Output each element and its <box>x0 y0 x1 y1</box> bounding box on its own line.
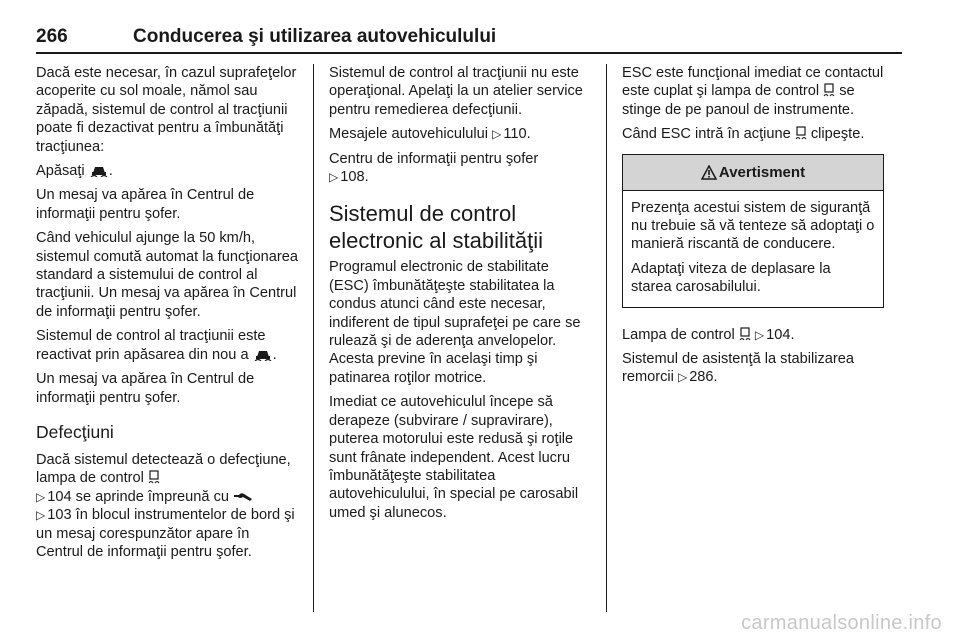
paragraph: Sistemul de control al tracţiunii nu este operaţional. Apelaţi la un atelier service pentru remedierea defecţiunii. <box>329 65 583 118</box>
page-reference: 108. <box>340 169 369 186</box>
esc-lamp-icon <box>739 327 751 341</box>
page-reference: 104. <box>766 326 795 343</box>
paragraph-text: . <box>108 163 113 180</box>
paragraph <box>36 162 298 180</box>
warning-box <box>622 154 884 308</box>
page-ref-arrow-icon: ▷ <box>492 127 502 142</box>
esc-lamp-icon <box>795 126 807 140</box>
paragraph: Dacă este necesar, în cazul suprafeţelor acoperite cu sol moale, nămol sau zăpadă, sistemul de control al tracţiunii poate fi dezactivat pentru a îmbunătăţi tracţiunea: <box>36 65 297 155</box>
paragraph-text: Când ESC intră în acţiune <box>622 126 791 143</box>
column-2 <box>329 64 591 528</box>
section-heading: Sistemul de control electronic al stabilităţii <box>329 201 543 254</box>
paragraph-text: ESC este funcţional imediat ce contactul este cuplat şi lampa de control <box>622 65 884 100</box>
paragraph-text: Lampa de control <box>622 326 735 343</box>
warning-triangle-icon <box>701 165 717 180</box>
paragraph: Un mesaj va apărea în Centrul de informaţii pentru şofer. <box>36 187 255 222</box>
paragraph-text: Sistemul de control al tracţiunii este reactivat prin apăsarea din nou a <box>36 328 266 363</box>
paragraph <box>622 326 884 344</box>
paragraph <box>36 327 298 364</box>
paragraph <box>329 125 591 143</box>
paragraph: Prezenţa acestui sistem de siguranţă nu trebuie să vă tenteze să adoptaţi o manieră riscantă de conducere. <box>631 199 875 253</box>
column-1 <box>36 64 298 567</box>
page-ref-arrow-icon: ▷ <box>754 327 765 342</box>
column-divider <box>313 64 314 612</box>
paragraph: Adaptaţi viteza de deplasare la starea carosabilului. <box>631 260 831 296</box>
page-reference: 103 <box>47 507 72 524</box>
paragraph-text: . <box>272 346 277 363</box>
paragraph-text: Centru de informaţii pentru şofer <box>329 150 539 167</box>
paragraph-text: în blocul instrumentelor de bord şi un mesaj corespunzător apare în Centrul de informaţii pentru şofer. <box>36 507 295 560</box>
section-heading: Defecţiuni <box>36 421 114 442</box>
traction-off-icon <box>253 347 273 361</box>
chapter-title: Conducerea şi utilizarea autovehiculului <box>133 26 497 47</box>
wrench-icon <box>233 491 253 503</box>
watermark: carmanualsonline.info <box>741 612 942 634</box>
header-rule <box>36 52 902 54</box>
page-ref-arrow-icon: ▷ <box>677 370 688 385</box>
page-reference: 286. <box>689 369 718 386</box>
page-ref-arrow-icon: ▷ <box>36 489 46 504</box>
paragraph: Un mesaj va apărea în Centrul de informaţii pentru şofer. <box>36 371 255 406</box>
paragraph: Când vehiculul ajunge la 50 km/h, sistemul comută automat la funcţionarea standard a sistemului de control al tracţiunii. Un mesaj va apărea în Centrul de informaţii pentru şofer. <box>36 230 299 320</box>
paragraph-text: Apăsaţi <box>36 163 85 180</box>
esc-lamp-icon <box>823 83 835 97</box>
paragraph <box>622 350 884 387</box>
paragraph-text: se stinge de pe panoul de instrumente. <box>622 83 855 118</box>
page-ref-arrow-icon: ▷ <box>329 170 339 185</box>
esc-lamp-icon <box>148 470 160 484</box>
warning-title: Avertisment <box>718 163 806 181</box>
traction-off-icon <box>89 163 109 177</box>
paragraph-text: Dacă sistemul detectează o defecţiune, lampa de control <box>36 451 291 487</box>
paragraph-text: Sistemul de asistenţă la stabilizarea remorcii <box>622 351 854 386</box>
paragraph-text: Mesajele autovehiculului <box>329 126 489 143</box>
paragraph-text: se aprinde împreună cu <box>75 488 229 505</box>
column-divider <box>606 64 607 612</box>
warning-header <box>623 155 883 191</box>
paragraph <box>622 125 884 143</box>
page-reference: 104 <box>47 488 72 505</box>
page-header <box>20 14 886 54</box>
page-number: 266 <box>36 26 68 47</box>
paragraph: Imediat ce autovehiculul începe să derapeze (subvirare / supravirare), puterea motorului este redusă şi roţile sunt frânate independent. Acest lucru îmbunătăţeşte stabilitatea autovehiculului, în special pe carosabil umed şi alunecos. <box>329 394 579 521</box>
page-reference: 110. <box>503 126 531 143</box>
paragraph: Programul electronic de stabilitate (ESC) îmbunătăţeşte stabilitatea la condus atunci când este necesar, indiferent de tipul suprafeţei pe care se rulează şi de aderenţa anvelopelor. Acesta previne în acelaşi timp şi patinarea roţilor motrice. <box>329 259 581 386</box>
paragraph-text: clipeşte. <box>810 126 865 143</box>
page-ref-arrow-icon: ▷ <box>36 508 46 523</box>
paragraph <box>36 451 298 561</box>
paragraph <box>329 150 591 187</box>
paragraph <box>622 64 884 119</box>
warning-body <box>623 191 883 307</box>
column-3 <box>622 64 884 393</box>
